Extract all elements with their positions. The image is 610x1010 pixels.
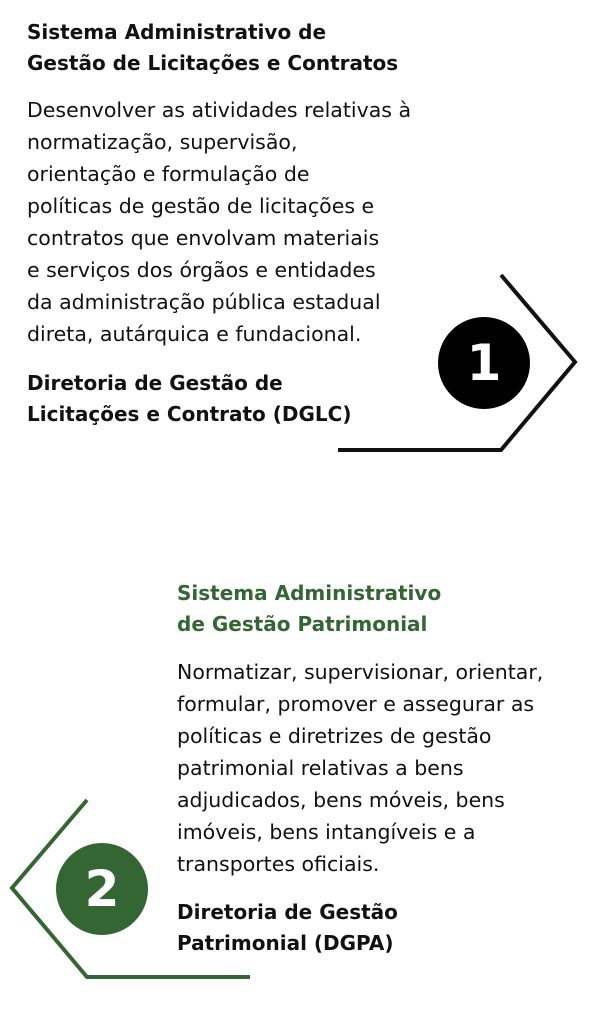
section-department: Diretoria de Gestão de Licitações e Contrato (DGLC) <box>27 371 352 426</box>
section-licitacoes <box>27 17 457 430</box>
section-description: Desenvolver as atividades relativas à normatização, supervisão, orientação e formulação de políticas de gestão de licitações e contratos que envolvam materiais e serviços dos órgãos e entidades da administração pública estadual direta, autárquica e fundacional. <box>27 98 412 346</box>
section-department: Diretoria de Gestão Patrimonial (DGPA) <box>177 900 398 955</box>
section-title: Sistema Administrativo de Gestão Patrimonial <box>177 581 442 636</box>
number-badge-2-label: 2 <box>84 860 120 918</box>
section-title: Sistema Administrativo de Gestão de Licitações e Contratos <box>27 20 399 75</box>
section-patrimonial <box>177 578 607 959</box>
number-badge-1-label: 1 <box>466 334 502 392</box>
section-description: Normatizar, supervisionar, orientar, formular, promover e assegurar as políticas e diretrizes de gestão patrimonial relativas a bens adjudicados, bens móveis, bens imóveis, bens intangíveis e a transportes oficiais. <box>177 660 544 876</box>
